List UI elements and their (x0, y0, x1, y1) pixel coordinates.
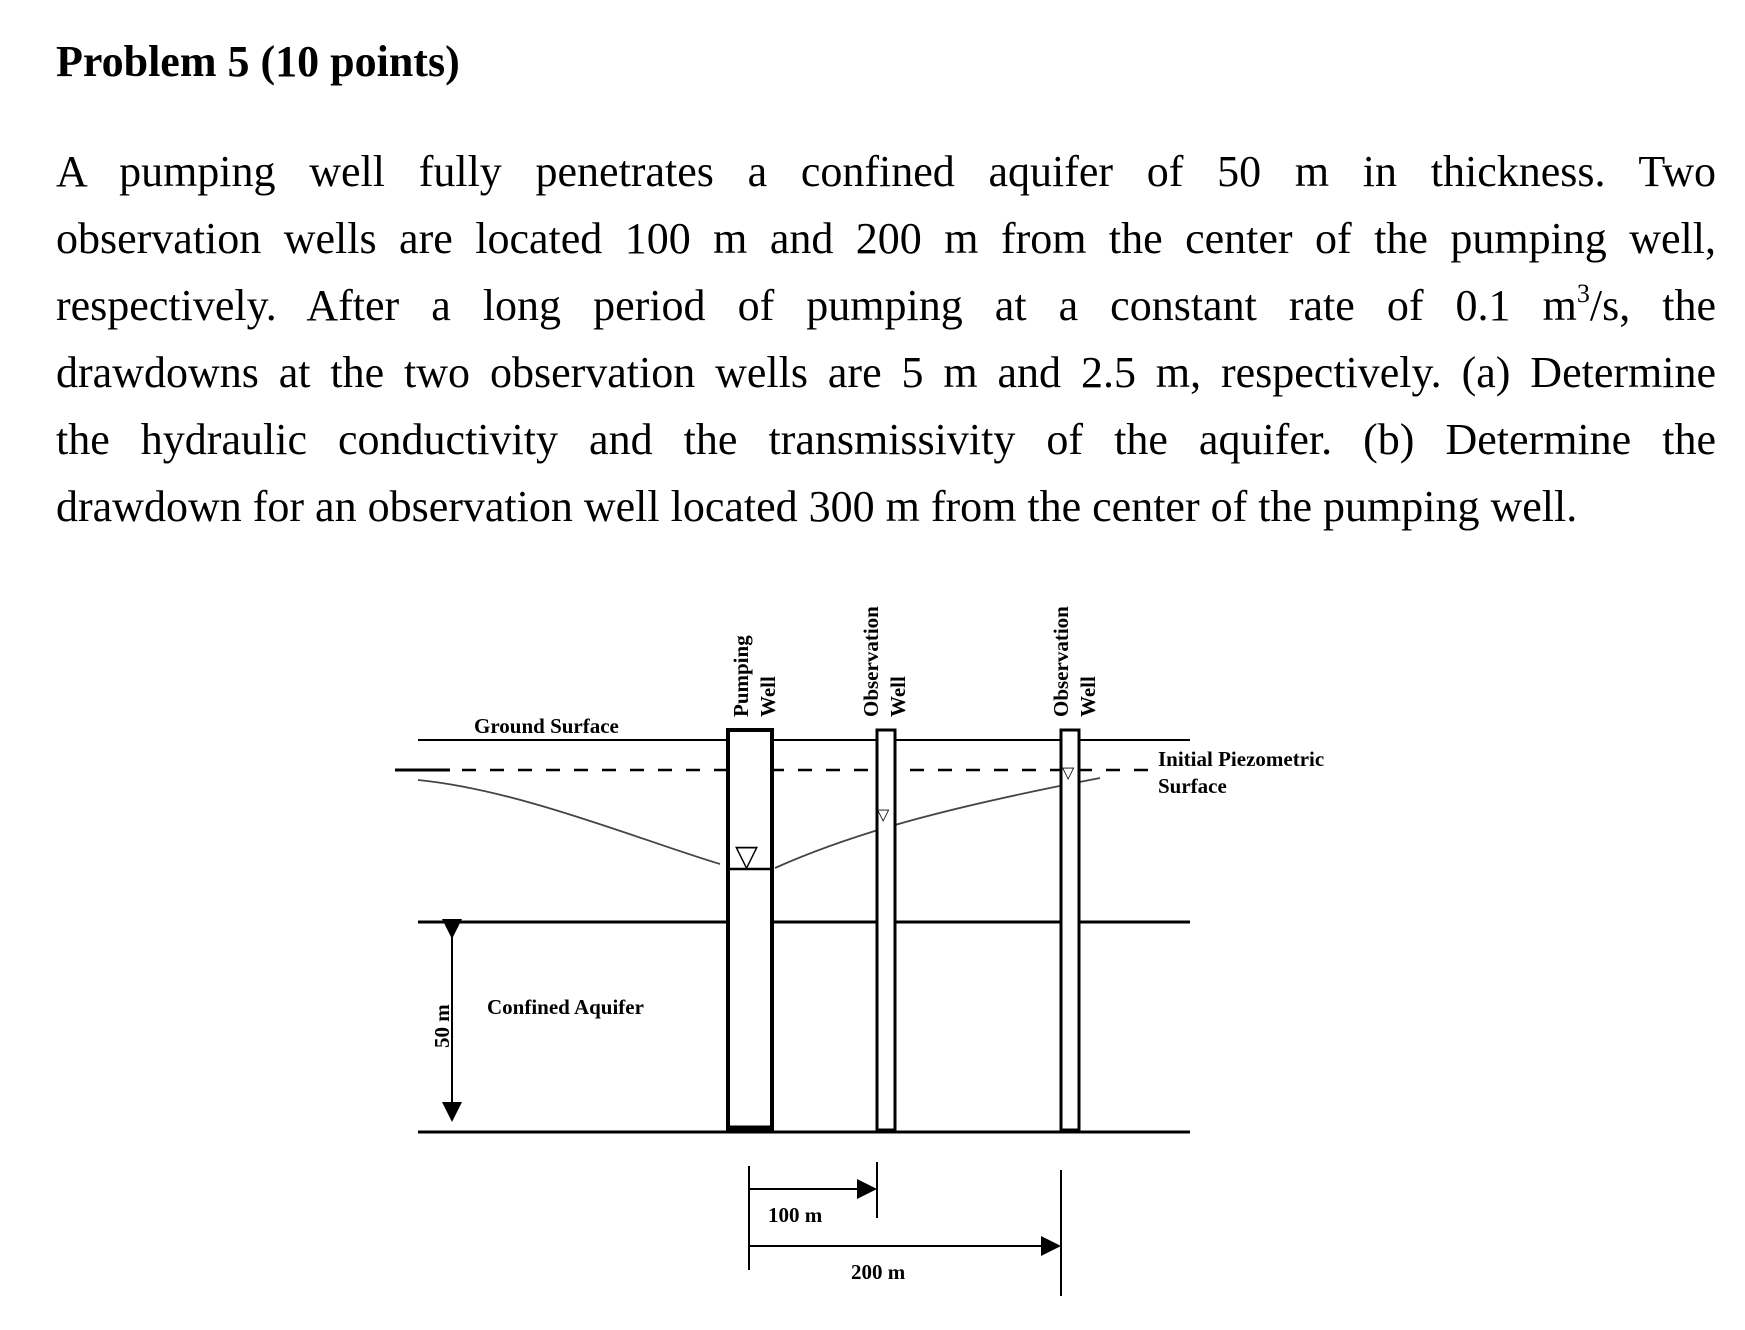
piezometric-label-line-1: Initial Piezometric (1158, 747, 1325, 771)
statement-line-6: drawdown for an observation well located 300 m from the center of the pumping well. (56, 482, 1578, 531)
cone-of-depression-left (418, 780, 720, 864)
superscript-three: 3 (1576, 279, 1590, 308)
statement-line-5: the hydraulic conductivity and the transmissivity of the aquifer. (b) Determine the (56, 415, 1716, 464)
distance-100-label: 100 m (768, 1203, 823, 1227)
statement-line-3-prefix: respectively. (56, 281, 277, 330)
observation-well-2 (1061, 730, 1079, 1130)
pumping-well-water-symbol: ▽ (735, 839, 759, 874)
statement-line-1: A pumping well fully penetrates a confined aquifer of 50 m in thickness. Two (56, 147, 1716, 196)
statement-line-4: drawdowns at the two observation wells are 5 m and 2.5 m, respectively. (a) Determine (56, 348, 1716, 397)
statement-line-2: observation wells are located 100 m and 200 m from the center of the pumping well, (56, 214, 1716, 263)
pumping-well-label-line-1: Pumping (729, 635, 753, 717)
observation-well-1-water-symbol: ▽ (877, 805, 890, 824)
problem-title: Problem 5 (10 points) (56, 37, 460, 86)
observation-well-2-label-line-1: Observation (1049, 606, 1073, 717)
confined-aquifer-label: Confined Aquifer (487, 995, 644, 1019)
pumping-well-label-line-2: Well (756, 676, 780, 717)
distance-200-label: 200 m (851, 1260, 906, 1284)
thickness-label: 50 m (430, 1004, 454, 1048)
observation-well-1 (877, 730, 895, 1130)
observation-well-2-label-line-2: Well (1076, 676, 1100, 717)
statement-line-3-main: After a long period of pumping at a constant rate of 0.1 m (306, 281, 1577, 330)
pumping-well (728, 730, 772, 1130)
ground-surface-label: Ground Surface (474, 714, 619, 738)
piezometric-label-line-2: Surface (1158, 774, 1227, 798)
observation-well-2-water-symbol: ▽ (1062, 763, 1075, 782)
cone-of-depression-right (775, 778, 1100, 868)
observation-well-1-label-line-2: Well (886, 676, 910, 717)
statement-line-3-end: /s, the (1589, 281, 1716, 330)
observation-well-1-label-line-1: Observation (859, 606, 883, 717)
